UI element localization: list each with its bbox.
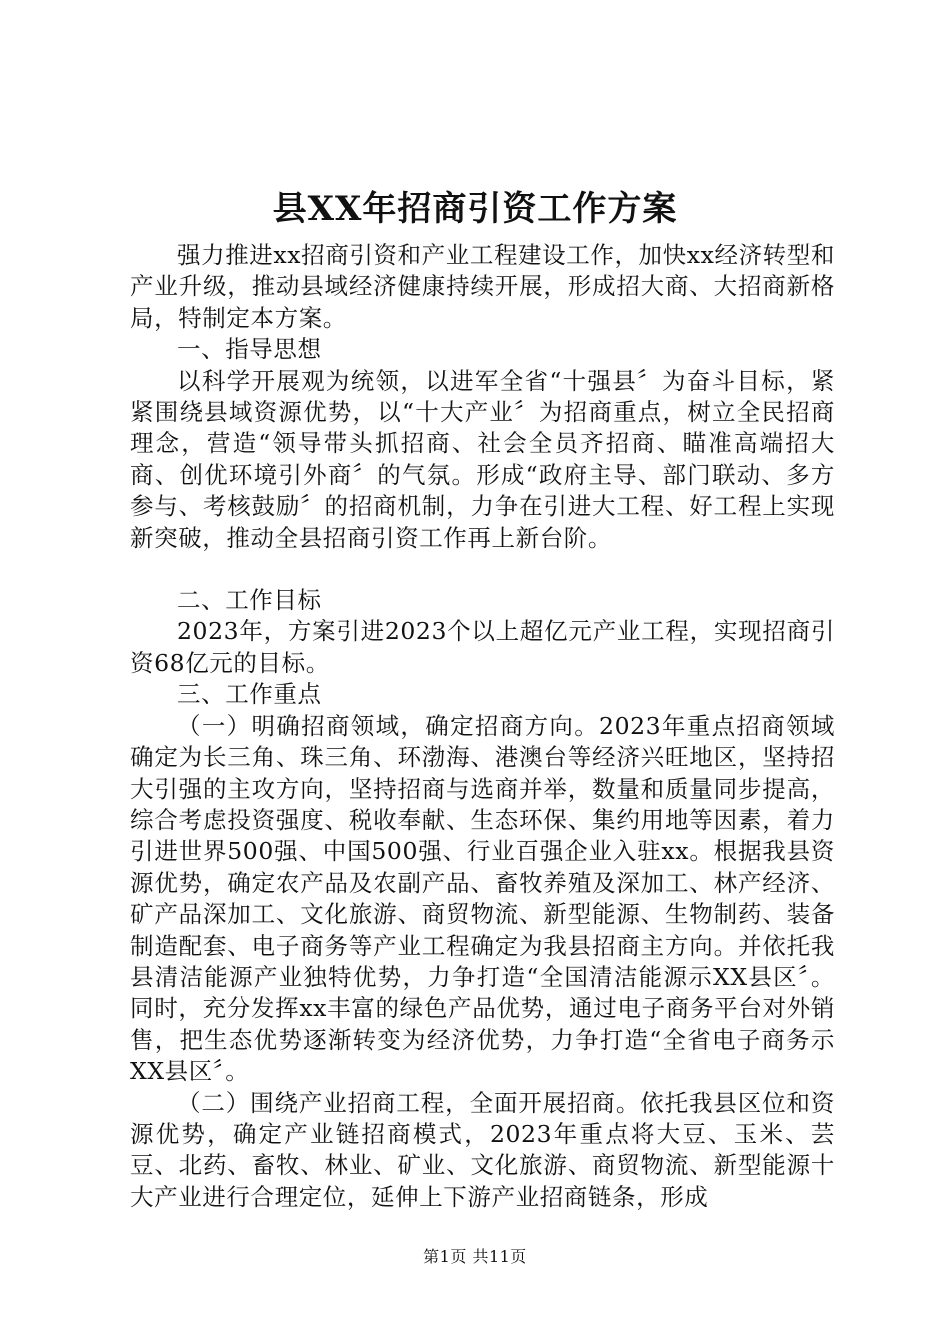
section-heading-work-goals: 二、工作目标 [177,586,322,615]
section-heading-guiding-thought: 一、指导思想 [177,335,322,364]
guiding-thought-paragraph: 以科学开展观为统领，以进军全省“十强县〞为奋斗目标，紧紧围绕县域资源优势，以“十大产业〞为招商重点，树立全民招商理念，营造“领导带头抓招商、社会全员齐招商、瞄准高端招大商、创优环境引外商〞的气氛。形成“政府主导、部门联动、多方参与、考核鼓励〞的招商机制，力争在引进大工程、好工程上实现新突破，推动全县招商引资工作再上新台阶。 [130,366,835,552]
section-heading-work-focus: 三、工作重点 [177,680,322,709]
work-focus-paragraph-1: （一）明确招商领域，确定招商方向。2023年重点招商领域确定为长三角、珠三角、环渤海、港澳台等经济兴旺地区，坚持招大引强的主攻方向，坚持招商与选商并举，数量和质量同步提高，综合考虑投资强度、税收奉献、生态环保、集约用地等因素，着力引进世界500强、中国500强、行业百强企业入驻xx。根据我县资源优势，确定农产品及农副产品、畜牧养殖及深加工、林产经济、矿产品深加工、文化旅游、商贸物流、新型能源、生物制药、装备制造配套、电子商务等产业工程确定为我县招商主方向。并依托我县清洁能源产业独特优势，力争打造“全国清洁能源示XX县区〞。同时，充分发挥xx丰富的绿色产品优势，通过电子商务平台对外销售，把生态优势逐渐转变为经济优势，力争打造“全省电子商务示XX县区〞。 [130,711,835,1086]
intro-paragraph: 强力推进xx招商引资和产业工程建设工作，加快xx经济转型和产业升级，推动县域经济健康持续开展，形成招大商、大招商新格局，特制定本方案。 [130,241,835,332]
work-goals-paragraph: 2023年，方案引进2023个以上超亿元产业工程，实现招商引资68亿元的目标。 [130,617,835,677]
page-number-footer: 第1页 共11页 [423,1247,527,1266]
document-title: 县XX年招商引资工作方案 [272,189,678,229]
work-focus-paragraph-2: （二）围绕产业招商工程，全面开展招商。依托我县区位和资源优势，确定产业链招商模式，2023年重点将大豆、玉米、芸豆、北药、畜牧、林业、矿业、文化旅游、商贸物流、新型能源十大产业进行合理定位，延伸上下游产业招商链条，形成 [130,1088,835,1211]
document-body [130,240,835,1213]
